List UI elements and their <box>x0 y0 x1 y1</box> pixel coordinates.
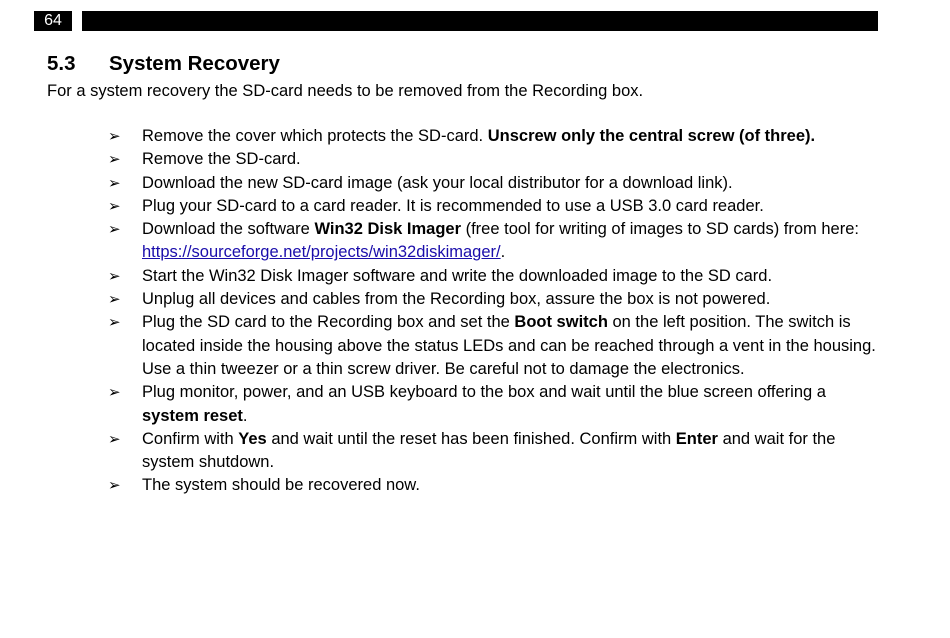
list-item <box>108 172 878 195</box>
step-text: . <box>242 406 248 425</box>
list-item <box>108 288 878 311</box>
list-item <box>108 311 878 381</box>
step-text: Plug the SD card to the Recording box and set the <box>142 313 515 332</box>
step-bold-text: Yes <box>238 429 267 448</box>
list-item <box>108 428 878 475</box>
step-text: and wait for the system shutdown. <box>142 429 836 472</box>
step-text: (free tool for writing of images to SD cards) from here: <box>461 220 859 239</box>
list-item <box>108 148 878 171</box>
intro-paragraph: For a system recovery the SD-card needs to be removed from the Recording box. <box>47 82 644 100</box>
arrow-bullet-icon: ➢ <box>108 477 121 495</box>
step-bold-text: Enter <box>675 429 718 448</box>
list-item <box>108 474 878 497</box>
arrow-bullet-icon: ➢ <box>108 221 121 239</box>
step-text: on the left position. The switch is located inside the housing above the status LEDs and can be reached through a vent in the housing. Use a thin tweezer or a thin screw driver. Be careful not to damage the electronics. <box>142 313 876 378</box>
step-bold-text: Unscrew only the central screw (of three). <box>487 127 816 145</box>
arrow-bullet-icon: ➢ <box>108 384 121 402</box>
list-item <box>108 265 878 288</box>
step-text: Start the Win32 Disk Imager software and write the downloaded image to the SD card. <box>142 266 773 285</box>
step-text: Plug monitor, power, and an USB keyboard to the box and wait until the blue screen offering a <box>142 383 826 402</box>
page-number: 64 <box>34 11 72 31</box>
arrow-bullet-icon: ➢ <box>108 197 121 215</box>
arrow-bullet-icon: ➢ <box>108 128 121 145</box>
arrow-bullet-icon: ➢ <box>108 430 121 448</box>
arrow-bullet-icon: ➢ <box>108 174 121 192</box>
header-rule <box>82 11 878 31</box>
step-text: The system should be recovered now. <box>142 476 420 495</box>
list-item <box>108 381 878 428</box>
step-bold-text: system reset <box>142 406 243 425</box>
arrow-bullet-icon: ➢ <box>108 314 121 332</box>
step-text: and wait until the reset has been finished. Confirm with <box>266 429 676 448</box>
step-text: Remove the SD-card. <box>142 150 301 169</box>
win32diskimager-link[interactable]: https://sourceforge.net/projects/win32diskimager/ <box>142 243 501 262</box>
step-text: Remove the cover which protects the SD-card. <box>142 127 488 145</box>
section-heading <box>47 51 280 77</box>
section-title: System Recovery <box>109 52 280 75</box>
arrow-bullet-icon: ➢ <box>108 151 121 169</box>
step-text: Unplug all devices and cables from the Recording box, assure the box is not powered. <box>142 290 771 309</box>
step-bold-text: Boot switch <box>514 313 608 332</box>
arrow-bullet-icon: ➢ <box>108 267 121 285</box>
list-item <box>108 125 878 148</box>
step-bold-text: Win32 Disk Imager <box>314 220 462 239</box>
recovery-steps-list <box>108 125 878 498</box>
arrow-bullet-icon: ➢ <box>108 291 121 309</box>
step-text: Download the new SD-card image (ask your local distributor for a download link). <box>142 173 733 192</box>
section-number: 5.3 <box>47 52 76 75</box>
step-text: Download the software <box>142 220 315 239</box>
step-text: . <box>500 243 506 262</box>
step-text: Confirm with <box>142 429 239 448</box>
list-item <box>108 195 878 218</box>
page-header <box>34 11 878 31</box>
step-text: Plug your SD-card to a card reader. It is recommended to use a USB 3.0 card reader. <box>142 196 764 215</box>
list-item <box>108 218 878 265</box>
